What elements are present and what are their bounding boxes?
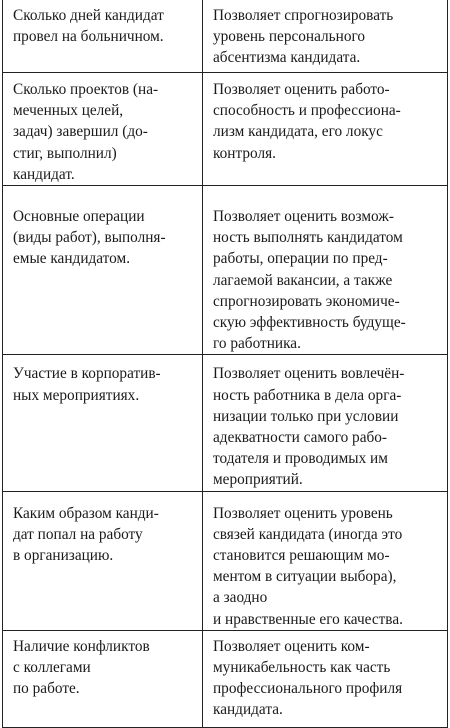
question-cell	[3, 630, 203, 727]
table-row	[3, 630, 448, 727]
purpose-text: Позволяет оценить возмож- ность выполнять кандидатом работы, операции по пред- лагаемой вакансии, а также спрогнозировать экономиче- скую эффективность будуще- го работника.	[213, 208, 406, 353]
purpose-cell	[203, 186, 448, 355]
purpose-text: Позволяет оценить вовлечён- ность работника в дела орга- низации только при условии адекватности самого рабо- тодателя и проводимых им мероприятий.	[213, 365, 405, 489]
table-row	[3, 73, 448, 186]
question-text: Сколько проектов (на- меченных целей, задач) завершил (до- стиг, выполнил) кандидат.	[13, 81, 159, 183]
question-text: Сколько дней кандидат провел на больничном.	[13, 7, 164, 46]
question-text: Участие в корпоратив- ных мероприятиях.	[13, 365, 161, 404]
question-text: Основные операции (виды работ), выполня- емые кандидатом.	[13, 208, 166, 268]
question-cell	[3, 0, 203, 73]
purpose-cell	[203, 355, 448, 491]
question-text: Наличие конфликтов с коллегами по работе.	[13, 637, 150, 698]
purpose-cell	[203, 0, 448, 73]
question-cell	[3, 73, 203, 186]
table-row	[3, 355, 448, 491]
question-cell	[3, 355, 203, 491]
purpose-cell	[203, 491, 448, 630]
purpose-cell	[203, 73, 448, 186]
purpose-text: Позволяет оценить ком- муникабельность как часть профессионального профиля кандидата.	[213, 637, 403, 719]
purpose-text: Позволяет оценить работо- способность и профессиона- лизм кандидата, его локус контроля.	[213, 81, 401, 162]
criteria-table	[2, 0, 448, 728]
table-row	[3, 0, 448, 73]
table-row	[3, 186, 448, 355]
question-cell	[3, 186, 203, 355]
purpose-cell	[203, 630, 448, 727]
table-row	[3, 491, 448, 630]
purpose-text: Позволяет оценить уровень связей кандидата (иногда это становится решающим мо- ментом в ситуации выбора), а заодно и нравственные его качества.	[213, 504, 403, 628]
question-cell	[3, 491, 203, 630]
purpose-text: Позволяет спрогнозировать уровень персонального абсентизма кандидата.	[213, 7, 394, 67]
question-text: Каким образом канди- дат попал на работу в организацию.	[13, 504, 159, 565]
